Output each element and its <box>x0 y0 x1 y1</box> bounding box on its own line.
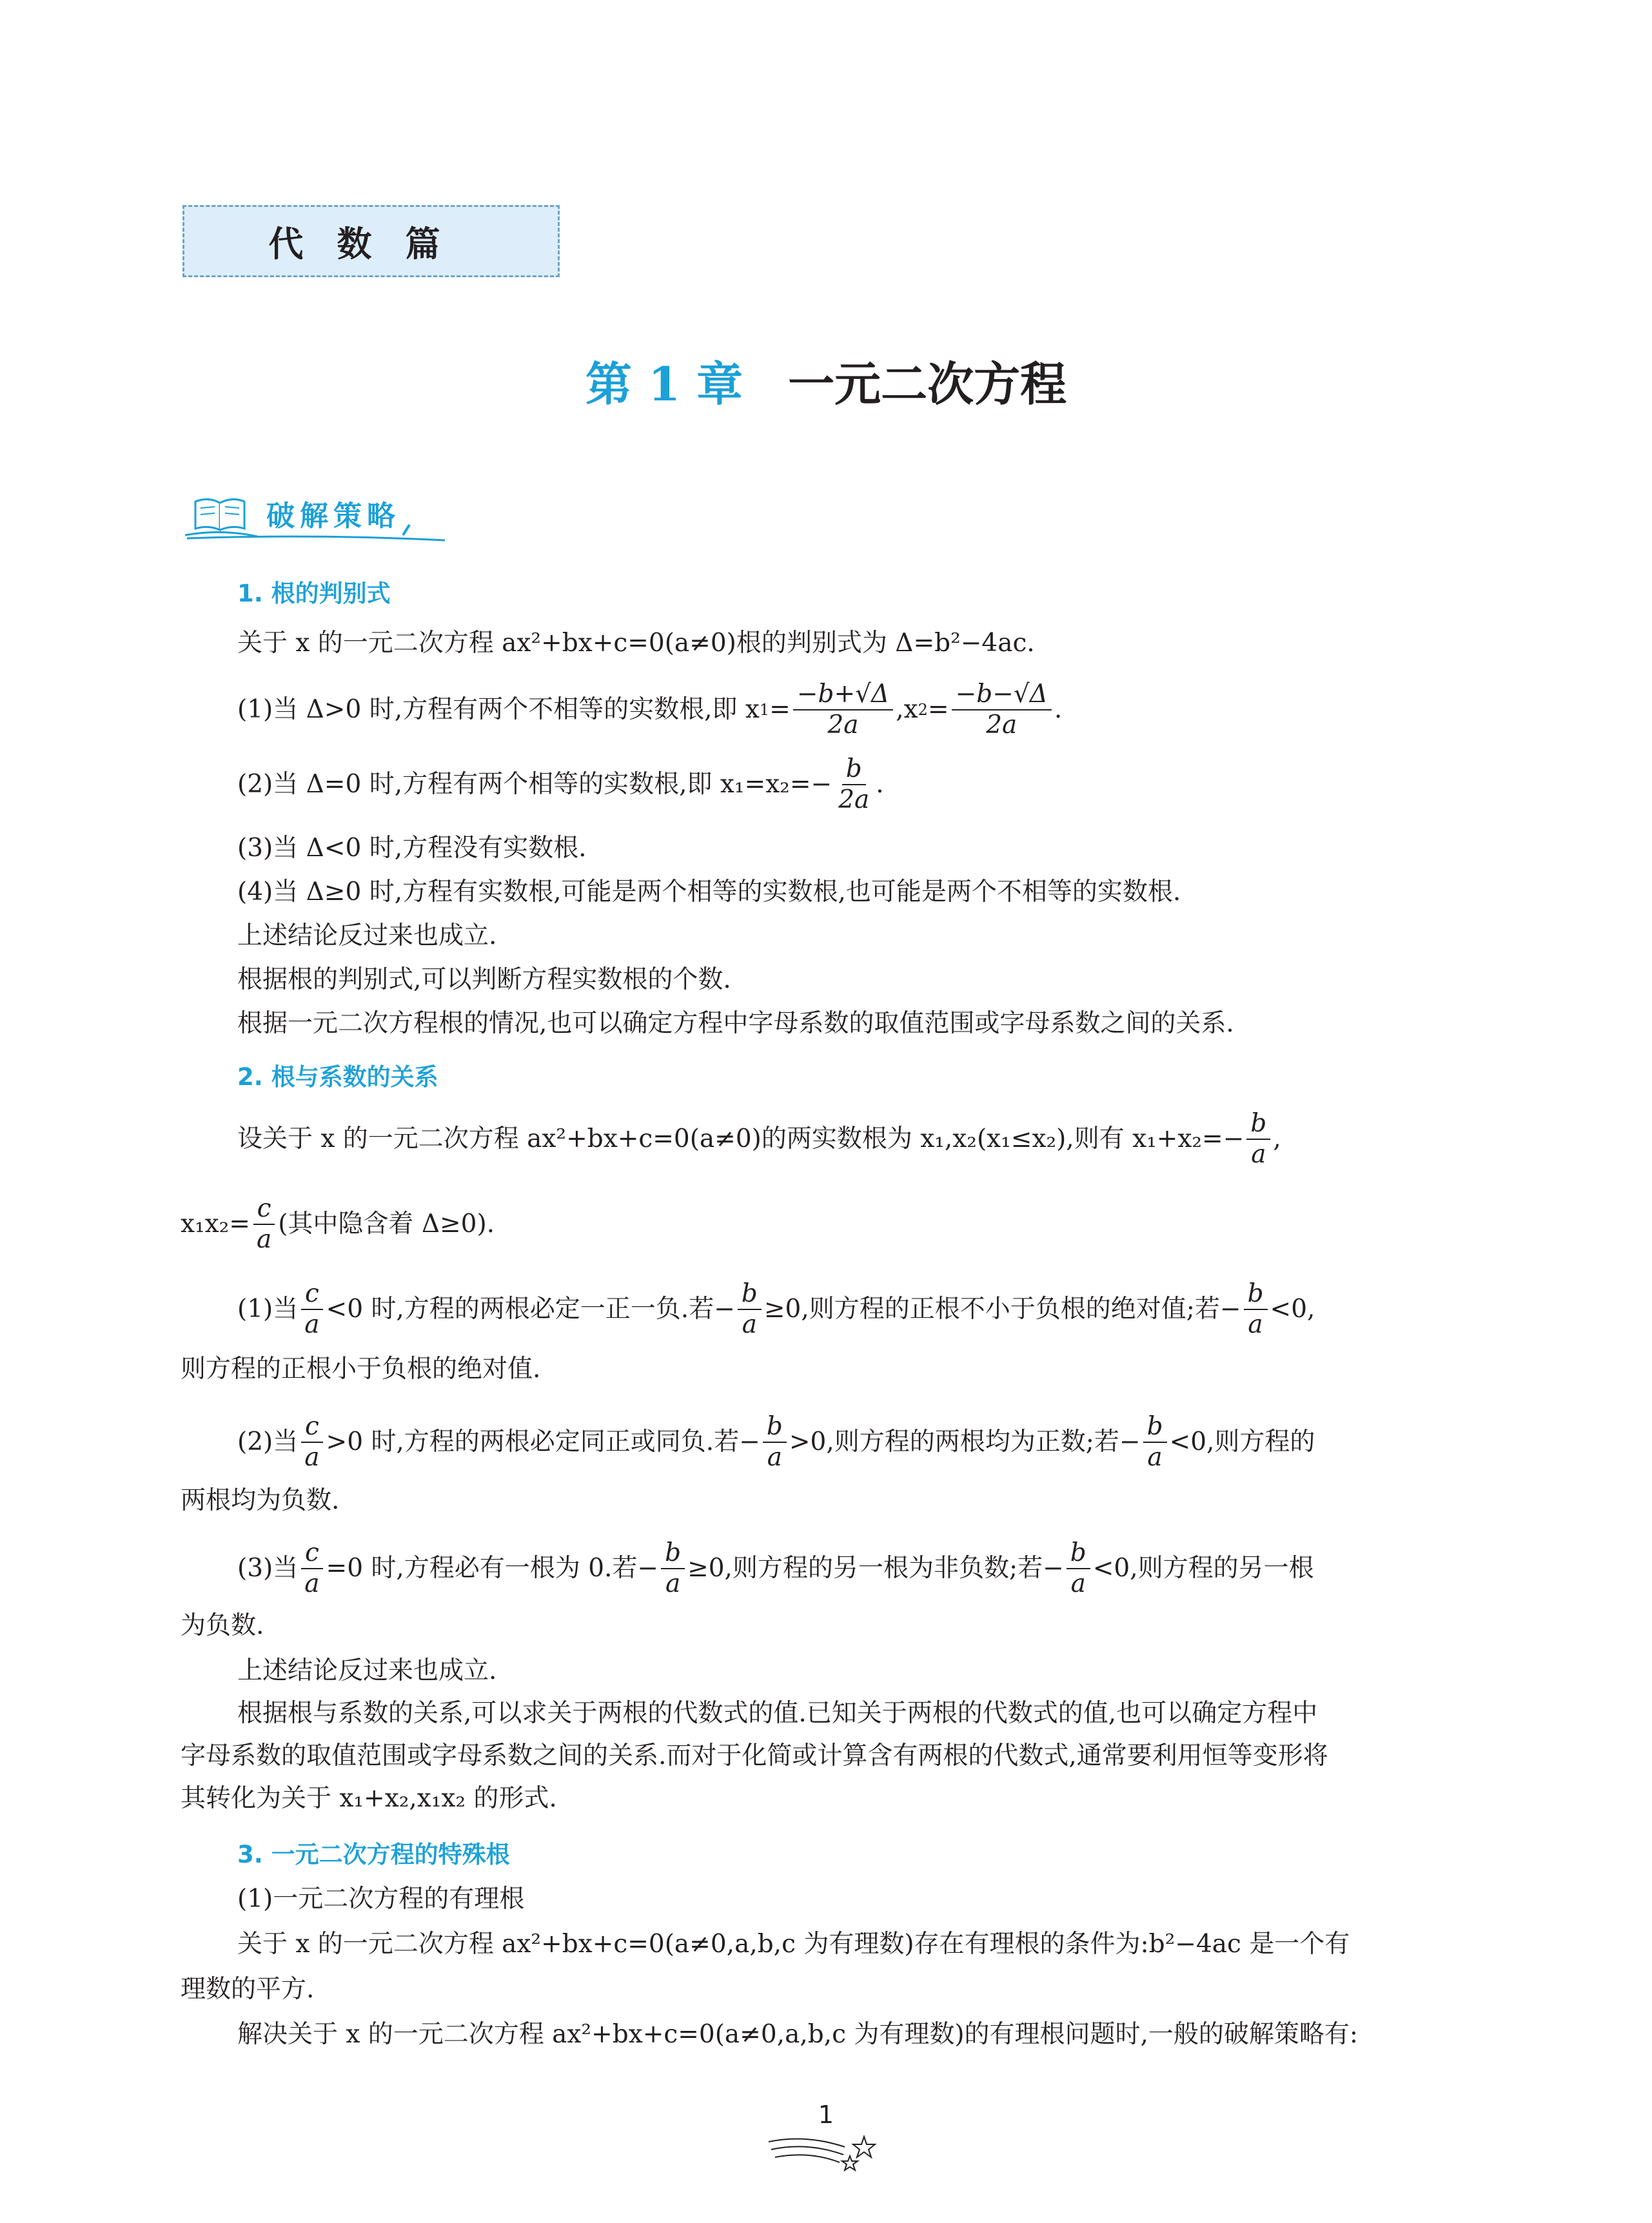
s2-para-line2: 字母系数的取值范围或字母系数之间的关系.而对于化简或计算含有两根的代数式,通常要利用恒等变形将 <box>181 1741 1328 1770</box>
s2-item2-line2: 两根均为负数. <box>181 1486 340 1515</box>
s3-sub1: (1)一元二次方程的有理根 <box>237 1885 525 1914</box>
s2-converse: 上述结论反过来也成立. <box>237 1656 497 1685</box>
s1-line6: 根据根的判别式,可以判断方程实数根的个数. <box>237 965 731 994</box>
s3-line3: 解决关于 x 的一元二次方程 ax²+bx+c=0(a≠0,a,b,c 为有理数)的有理根问题时,一般的破解策略有: <box>237 2020 1359 2049</box>
page-number: 1 <box>818 2101 834 2129</box>
heading-discriminant: 1. 根的判别式 <box>237 580 391 607</box>
heading-vieta: 2. 根与系数的关系 <box>237 1063 438 1091</box>
strategy-label: 破解策略 <box>266 500 400 533</box>
s2-item2: (2)当 $\frac{c}{a}$ >0 时,方程的两根必定同正或同负.若− $\frac{b}{a}$ >0,则方程的两根均为正数;若− $\frac{b}{a}$ <0,则方程的 <box>237 1412 1315 1472</box>
x1-fraction: $\frac{-b+√\Delta}{2a}$ <box>793 680 893 740</box>
s2-item3: (3)当 $\frac{c}{a}$ =0 时,方程必有一根为 0.若− $\frac{b}{a}$ ≥0,则方程的另一根为非负数;若− $\frac{b}{a}$ <0,则方程的另一根 <box>237 1538 1314 1598</box>
s2-intro: 设关于 x 的一元二次方程 ax²+bx+c=0(a≠0)的两实数根为 x₁,x₂(x₁≤x₂),则有 x₁+x₂=− $\frac{b}{a}$ , <box>237 1109 1281 1169</box>
x2-fraction: $\frac{-b-√\Delta}{2a}$ <box>952 680 1052 740</box>
s1-item1-pre: (1)当 Δ>0 时,方程有两个不相等的实数根,即 x <box>237 695 760 724</box>
section-title-box <box>182 205 560 277</box>
chapter-heading <box>0 347 1652 414</box>
strategy-underline <box>187 534 445 543</box>
s3-line1: 关于 x 的一元二次方程 ax²+bx+c=0(a≠0,a,b,c 为有理数)存在有理根的条件为:b²−4ac 是一个有 <box>237 1930 1350 1959</box>
swoosh-stars-icon <box>767 2128 890 2179</box>
s2-para-line1: 根据根与系数的关系,可以求关于两根的代数式的值.已知关于两根的代数式的值,也可以确定方程中 <box>237 1699 1318 1728</box>
double-root-fraction: $\frac{b}{2a}$ <box>838 754 870 814</box>
s1-item2: (2)当 Δ=0 时,方程有两个相等的实数根,即 x₁=x₂=− $\frac{b}{2a}$ . <box>237 754 884 814</box>
s2-intro2: x₁x₂= $\frac{c}{a}$ (其中隐含着 Δ≥0). <box>181 1194 495 1254</box>
s2-item1-line2: 则方程的正根小于负根的绝对值. <box>181 1355 541 1384</box>
chapter-title: 一元二次方程 <box>788 357 1067 411</box>
s1-item1: (1)当 Δ>0 时,方程有两个不相等的实数根,即 x 1 = $\frac{-b+√\Delta}{2a}$ ,x 2 = $\frac{-b-√\Delta}{2a}$ . <box>237 680 1063 739</box>
heading-special-roots: 3. 一元二次方程的特殊根 <box>237 1841 510 1868</box>
s1-line7: 根据一元二次方程根的情况,也可以确定方程中字母系数的取值范围或字母系数之间的关系. <box>237 1009 1234 1038</box>
s3-line2: 理数的平方. <box>181 1975 315 2004</box>
s1-line5: 上述结论反过来也成立. <box>237 921 497 950</box>
s2-item1: (1)当 $\frac{c}{a}$ <0 时,方程的两根必定一正一负.若− $\frac{b}{a}$ ≥0,则方程的正根不小于负根的绝对值;若− $\frac{b}{a}$ <0, <box>237 1279 1315 1339</box>
section-title: 代数篇 <box>268 223 474 264</box>
s2-item3-line2: 为负数. <box>181 1611 264 1640</box>
s1-item4: (4)当 Δ≥0 时,方程有实数根,可能是两个相等的实数根,也可能是两个不相等的实数根. <box>237 877 1181 906</box>
s2-para-line3: 其转化为关于 x₁+x₂,x₁x₂ 的形式. <box>181 1784 557 1813</box>
s1-intro: 关于 x 的一元二次方程 ax²+bx+c=0(a≠0)根的判别式为 Δ=b²−4ac. <box>237 629 1035 658</box>
s1-item3: (3)当 Δ<0 时,方程没有实数根. <box>237 834 587 863</box>
chapter-number: 第 1 章 <box>585 357 743 411</box>
